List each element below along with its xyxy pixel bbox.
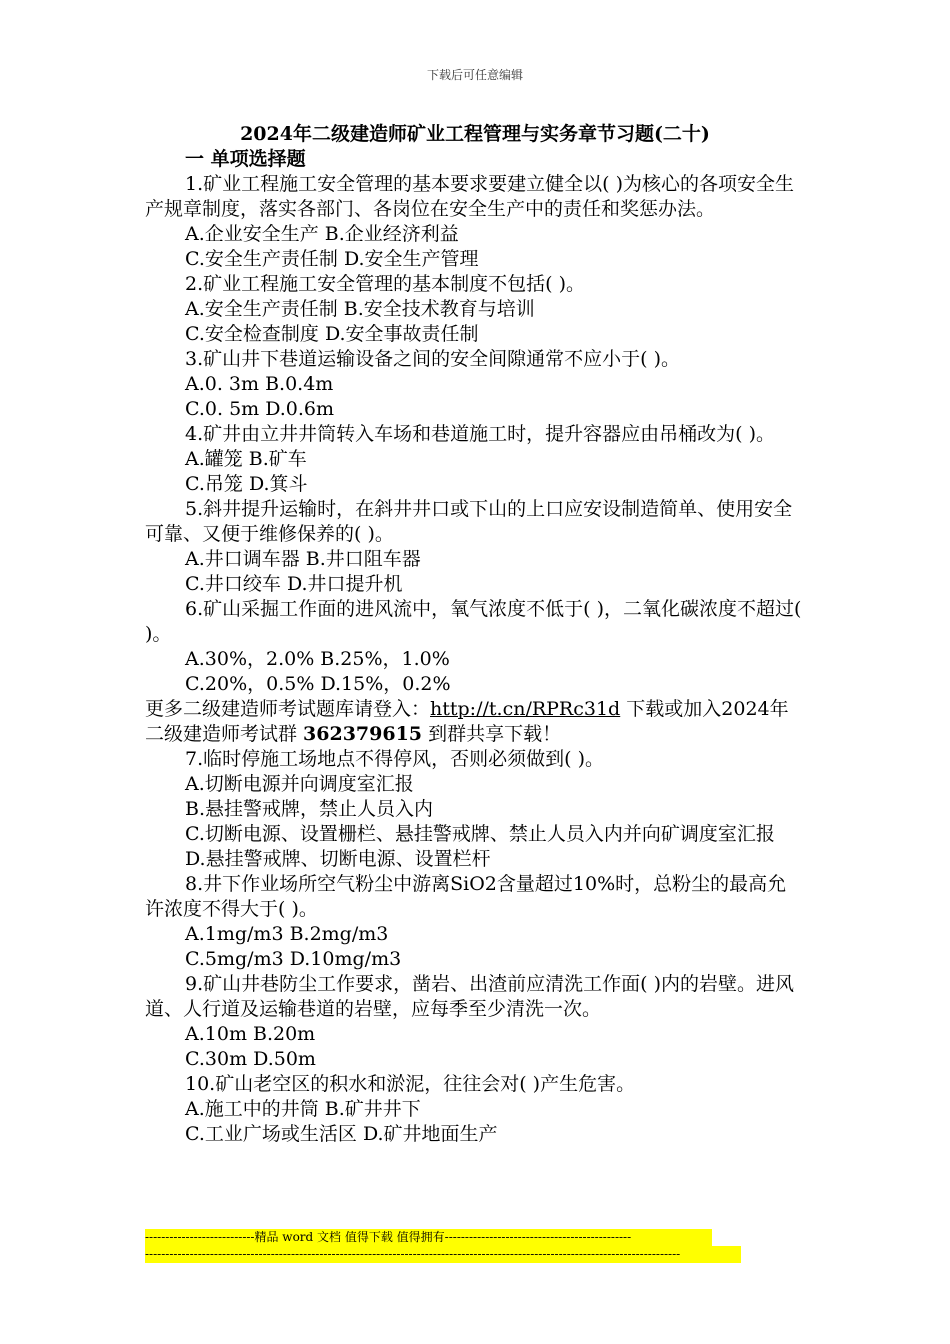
promo-text: 更多二级建造师考试题库请登入： <box>145 698 431 720</box>
answer-options: C.安全检查制度 D.安全事故责任制 <box>185 323 479 345</box>
group-number: 362379615 <box>303 723 423 745</box>
answer-options: C.吊笼 D.箕斗 <box>185 473 308 495</box>
answer-options: A.切断电源并向调度室汇报 <box>185 773 414 795</box>
answer-options: A.安全生产责任制 B.安全技术教育与培训 <box>185 298 535 320</box>
answer-options: A.施工中的井筒 B.矿井井下 <box>185 1098 421 1120</box>
answer-options: C.工业广场或生活区 D.矿井地面生产 <box>185 1123 498 1145</box>
document-title: 2024年二级建造师矿业工程管理与实务章节习题(二十) <box>240 123 710 145</box>
answer-options: A.0. 3m B.0.4m <box>185 373 334 395</box>
answer-options: A.企业安全生产 B.企业经济利益 <box>185 223 459 245</box>
promo-link[interactable]: http://t.cn/RPRc31d <box>430 698 621 720</box>
question-line: 6.矿山采掘工作面的进风流中，氧气浓度不低于( )，二氧化碳浓度不超过( )。 <box>145 598 802 645</box>
question-line: 8.井下作业场所空气粉尘中游离SiO2含量超过10%时，总粉尘的最高允许浓度不得大于( )。 <box>145 873 787 920</box>
answer-options: A.井口调车器 B.井口阻车器 <box>185 548 421 570</box>
promo-text: 到群共享下载！ <box>422 723 562 745</box>
question-line: 2.矿业工程施工安全管理的基本制度不包括( )。 <box>185 273 585 295</box>
answer-options: C.30m D.50m <box>185 1048 316 1070</box>
question-line: 9.矿山井巷防尘工作要求，凿岩、出渣前应清洗工作面( )内的岩壁。进风道、人行道及运输巷道的岩壁，应每季至少清洗一次。 <box>145 973 794 1020</box>
section-heading: 一 单项选择题 <box>185 148 306 170</box>
answer-options: C.20%，0.5% D.15%，0.2% <box>185 673 451 695</box>
answer-options: A.10m B.20m <box>185 1023 316 1045</box>
promo-text: 下载或加入2024年二级建造师考试群 <box>145 698 789 745</box>
answer-options: B.悬挂警戒牌，禁止人员入内 <box>185 798 434 820</box>
question-line: 4.矿井由立井井筒转入车场和巷道施工时，提升容器应由吊桶改为( )。 <box>185 423 775 445</box>
document-body <box>145 122 805 1147</box>
answer-options: C.0. 5m D.0.6m <box>185 398 335 420</box>
question-line: 3.矿山井下巷道运输设备之间的安全间隙通常不应小于( )。 <box>185 348 680 370</box>
page-header: 下载后可任意编辑 <box>426 68 523 82</box>
answer-options: D.悬挂警戒牌、切断电源、设置栏杆 <box>185 848 491 870</box>
question-line: 10.矿山老空区的积水和淤泥，往往会对( )产生危害。 <box>185 1073 636 1095</box>
answer-options: A.1mg/m3 B.2mg/m3 <box>185 923 389 945</box>
question-line: 1.矿业工程施工安全管理的基本要求要建立健全以( )为核心的各项安全生产规章制度，落实各部门、各岗位在安全生产中的责任和奖惩办法。 <box>145 173 794 220</box>
answer-options: A.罐笼 B.矿车 <box>185 448 307 470</box>
promo-paragraph <box>145 697 805 747</box>
question-line: 7.临时停施工场地点不得停风，否则必须做到( )。 <box>185 748 604 770</box>
answer-options: C.安全生产责任制 D.安全生产管理 <box>185 248 479 270</box>
answer-options: C.切断电源、设置栅栏、悬挂警戒牌、禁止人员入内并向矿调度室汇报 <box>185 823 775 845</box>
answer-options: C.5mg/m3 D.10mg/m3 <box>185 948 402 970</box>
page-footer <box>145 1229 741 1263</box>
footer-banner-line: ---------------------------精品 word 文档 值得下载 值得拥有---------------------------------------------- <box>145 1229 712 1246</box>
answer-options: A.30%，2.0% B.25%，1.0% <box>185 648 450 670</box>
footer-dashed-line: ------------------------------------------------------------------------------------------------------------------------------------ <box>145 1246 741 1263</box>
question-line: 5.斜井提升运输时，在斜井井口或下山的上口应安设制造简单、使用安全可靠、又便于维修保养的( )。 <box>145 498 793 545</box>
answer-options: C.井口绞车 D.井口提升机 <box>185 573 403 595</box>
